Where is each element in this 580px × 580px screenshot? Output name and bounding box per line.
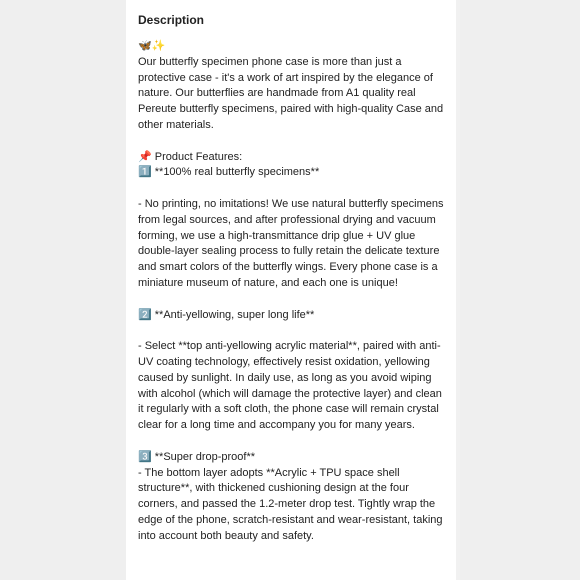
description-title: Description	[138, 13, 205, 27]
left-backdrop	[0, 0, 126, 580]
description-body: 🦋✨ Our butterfly specimen phone case is more than just a protective case - it's a work of art inspired by the elegance of nature. Our butterflies are handmade from A1 quality real Pereute butterfly specimens, paired with high-quality Case and other materials. 📌 Product Features: 1️⃣ **100% real butterfly specimens** - No printing, no imitations! We use natural butterfly specimens from legal sources, and after professional drying and vacuum forming, we use a high-transmittance drip glue + UV glue double-layer sealing process to fully retain the delicate texture and smart colors of the butterfly wings. Every phone case is a miniature museum of nature, and each one is unique! 2️⃣ **Anti-yellowing, super long life** - Select **top anti-yellowing acrylic material**, paired with anti-UV coating technology, effectively resist oxidation, yellowing caused by sunlight. In daily use, as long as you avoid wiping with alcohol (which will damage the protective layer) and clean it regularly with a soft cloth, the phone case will remain crystal clear for a long time and accompany you for many years. 3️⃣ **Super drop-proof** - The bottom layer adopts **Acrylic + TPU space shell structure**, with thickened cushioning design at the four corners, and passed the 1.2-meter drop test. Tightly wrap the edge of the phone, scratch-resistant and wear-resistant, taking into account both beauty and safety.	[138, 40, 444, 542]
description-panel	[126, 0, 456, 580]
right-backdrop	[460, 0, 580, 580]
